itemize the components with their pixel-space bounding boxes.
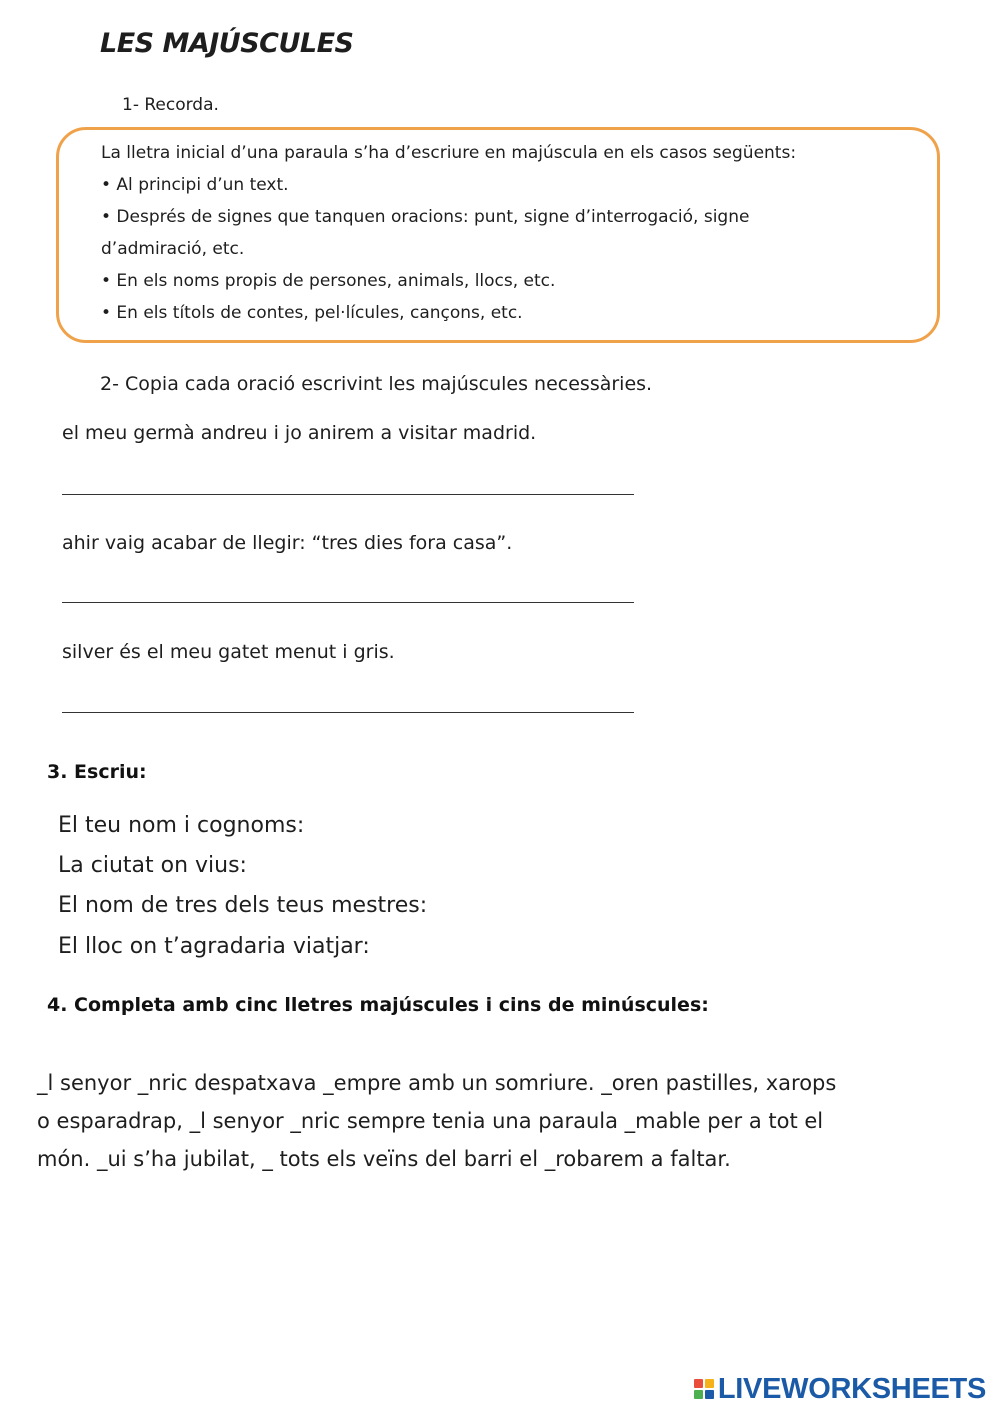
answer-line-2[interactable]: [62, 602, 634, 603]
liveworksheets-brand: [694, 1372, 986, 1406]
answer-line-3[interactable]: [62, 712, 634, 713]
fill-paragraph-line: món. _ui s’ha jubilat, _ tots els veïns del barri el _robarem a faltar.: [37, 1147, 731, 1171]
reminder-line: d’admiració, etc.: [101, 239, 245, 259]
write-item-teachers: El nom de tres dels teus mestres:: [58, 893, 428, 918]
write-item-name: El teu nom i cognoms:: [58, 813, 305, 838]
brand-name: LIVEWORKSHEETS: [717, 1372, 986, 1405]
section-1-heading: 1- Recorda.: [122, 95, 219, 115]
reminder-line: • Al principi d’un text.: [101, 175, 289, 195]
reminder-line: • Després de signes que tanquen oracions: punt, signe d’interrogació, signe: [101, 207, 750, 227]
write-item-city: La ciutat on vius:: [58, 853, 247, 878]
write-item-travel: El lloc on t’agradaria viatjar:: [58, 934, 370, 959]
sentence-1: el meu germà andreu i jo anirem a visitar madrid.: [62, 422, 537, 444]
fill-paragraph-line: o esparadrap, _l senyor _nric sempre tenia una paraula _mable per a tot el: [37, 1109, 824, 1133]
reminder-line: La lletra inicial d’una paraula s’ha d’escriure en majúscula en els casos següents:: [101, 143, 797, 163]
liveworksheets-logo-icon: [694, 1379, 714, 1399]
sentence-2: ahir vaig acabar de llegir: “tres dies fora casa”.: [62, 532, 513, 554]
section-2-heading: 2- Copia cada oració escrivint les majúscules necessàries.: [100, 373, 653, 395]
reminder-line: • En els títols de contes, pel·lícules, cançons, etc.: [101, 303, 523, 323]
answer-line-1[interactable]: [62, 494, 634, 495]
section-4-heading: 4. Completa amb cinc lletres majúscules i cins de minúscules:: [47, 994, 709, 1016]
fill-paragraph-line: _l senyor _nric despatxava _empre amb un somriure. _oren pastilles, xarops: [37, 1071, 837, 1095]
reminder-line: • En els noms propis de persones, animals, llocs, etc.: [101, 271, 556, 291]
section-3-heading: 3. Escriu:: [47, 761, 147, 783]
page-title: LES MAJÚSCULES: [100, 28, 354, 59]
sentence-3: silver és el meu gatet menut i gris.: [62, 641, 395, 663]
